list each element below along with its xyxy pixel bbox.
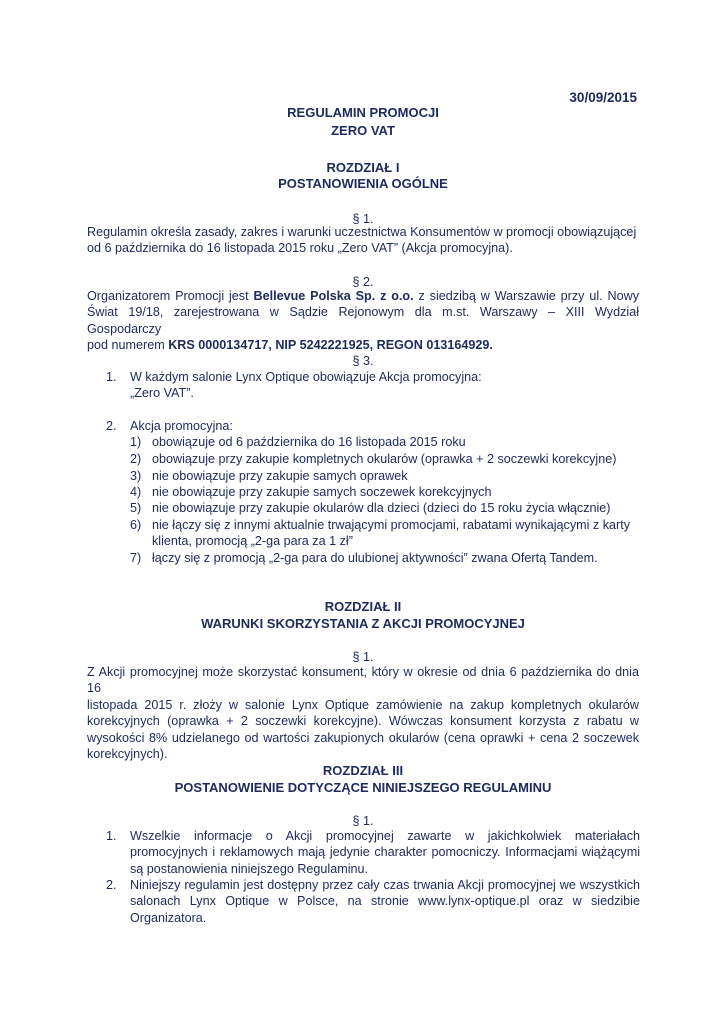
- text-span: pod numerem: [87, 338, 169, 353]
- section-3-1-mark: § 1.: [352, 814, 374, 828]
- section-1-2-mark: § 2.: [352, 275, 374, 289]
- text-line: Regulamin określa zasady, zakres i warunki uczestnictwa Konsumentów w promocji obowiązującej: [87, 225, 637, 239]
- text-line: [87, 288, 639, 304]
- sublist-item: łączy się z promocją „2-ga para do ulubionej aktywności” zwana Ofertą Tandem.: [152, 551, 598, 565]
- list-number: 1.: [106, 829, 117, 843]
- text-line: Organizatora.: [130, 910, 207, 925]
- text-span: z siedzibą w Warszawie przy ul. Nowy: [413, 289, 639, 303]
- text-line: korekcyjnych).: [87, 747, 168, 762]
- list-item: [130, 877, 640, 926]
- text-line: są postanowienia niniejszego Regulaminu.: [130, 861, 369, 876]
- sublist-item: [152, 517, 640, 550]
- text-line: „Zero VAT”.: [130, 386, 194, 401]
- text-span: Organizatorem Promocji jest: [87, 289, 254, 303]
- section-2-1-text: [87, 664, 639, 762]
- text-line: Niniejszy regulamin jest dostępny przez cały czas trwania Akcji promocyjnej we wszystkich: [130, 878, 640, 892]
- section-1-3-mark: § 3.: [352, 354, 374, 368]
- text-line: Z Akcji promocyjnej może skorzystać konsument, który w okresie od dnia 6 października do dnia 16: [87, 665, 639, 696]
- text-line: [87, 337, 639, 353]
- sublist-number: 3): [130, 469, 142, 483]
- list-item: [130, 828, 640, 877]
- section-1-2-text: [87, 288, 639, 354]
- list-number: 2.: [106, 419, 117, 433]
- text-line: Świat 19/18, zarejestrowana w Sądzie Rejonowym dla m.st. Warszawy – XIII Wydział Gospodarczy: [87, 305, 639, 336]
- sublist-number: 6): [130, 518, 142, 532]
- company-name: Bellevue Polska Sp. z o.o.: [253, 289, 414, 303]
- list-number: 2.: [106, 878, 117, 892]
- sublist-number: 1): [130, 435, 142, 449]
- text-line: promocyjnych i reklamowych mają jedynie charakter pomocniczy. Informacjami wiążącymi: [130, 845, 640, 860]
- chapter-3-heading: ROZDZIAŁ III: [322, 763, 404, 778]
- sublist-item: nie obowiązuje przy zakupie samych soczewek korekcyjnych: [152, 485, 492, 499]
- sublist-number: 7): [130, 551, 142, 565]
- document-subtitle: ZERO VAT: [331, 123, 395, 138]
- sublist-number: 4): [130, 485, 142, 499]
- sublist-item: obowiązuje od 6 października do 16 listopada 2015 roku: [152, 435, 466, 449]
- chapter-2-title: WARUNKI SKORZYSTANIA Z AKCJI PROMOCYJNEJ: [201, 616, 525, 631]
- chapter-3-title: POSTANOWIENIE DOTYCZĄCE NINIEJSZEGO REGULAMINU: [174, 780, 552, 795]
- text-line: wysokości 8% udzielanego od wartości zakupionych okularów (cena oprawki + cena 2 soczewek: [87, 730, 639, 745]
- section-1-1-mark: § 1.: [352, 212, 374, 226]
- sublist-item: nie obowiązuje przy zakupie okularów dla dzieci (dzieci do 15 roku życia włącznie): [152, 501, 611, 515]
- section-1-1-text: [87, 224, 639, 257]
- list-number: 1.: [106, 370, 117, 384]
- text-line: korekcyjnych (oprawka + 2 soczewki korekcyjne). Wówczas konsument korzysta z rabatu w: [87, 714, 639, 729]
- document-date: 30/09/2015: [569, 90, 637, 105]
- section-2-1-mark: § 1.: [352, 650, 374, 664]
- sublist-number: 2): [130, 452, 142, 466]
- text-line: Wszelkie informacje o Akcji promocyjnej zawarte w jakichkolwiek materiałach: [130, 829, 640, 843]
- text-line: od 6 października do 16 listopada 2015 roku „Zero VAT” (Akcja promocyjna).: [87, 241, 513, 256]
- chapter-1-heading: ROZDZIAŁ I: [326, 160, 400, 175]
- list-item: Akcja promocyjna:: [130, 419, 233, 433]
- sublist-item: nie obowiązuje przy zakupie samych oprawek: [152, 469, 408, 483]
- list-item: [130, 369, 640, 402]
- document-title: REGULAMIN PROMOCJI: [287, 105, 439, 120]
- text-line: salonach Lynx Optique w Polsce, na stronie www.lynx-optique.pl oraz w siedzibie: [130, 894, 640, 909]
- text-line: klienta, promocją „2-ga para za 1 zł”: [152, 534, 353, 549]
- chapter-1-title: POSTANOWIENIA OGÓLNE: [278, 176, 448, 191]
- text-line: nie łączy się z innymi aktualnie trwającymi promocjami, rabatami wynikającymi z karty: [152, 518, 631, 532]
- chapter-2-heading: ROZDZIAŁ II: [324, 599, 402, 614]
- company-ids: KRS 0000134717, NIP 5242221925, REGON 013164929.: [168, 338, 493, 353]
- sublist-number: 5): [130, 501, 142, 515]
- sublist-item: obowiązuje przy zakupie kompletnych okularów (oprawka + 2 soczewki korekcyjne): [152, 452, 617, 466]
- text-line: listopada 2015 r. złoży w salonie Lynx Optique zamówienie na zakup kompletnych okularów: [87, 697, 639, 712]
- text-line: W każdym salonie Lynx Optique obowiązuje Akcja promocyjna:: [130, 370, 482, 384]
